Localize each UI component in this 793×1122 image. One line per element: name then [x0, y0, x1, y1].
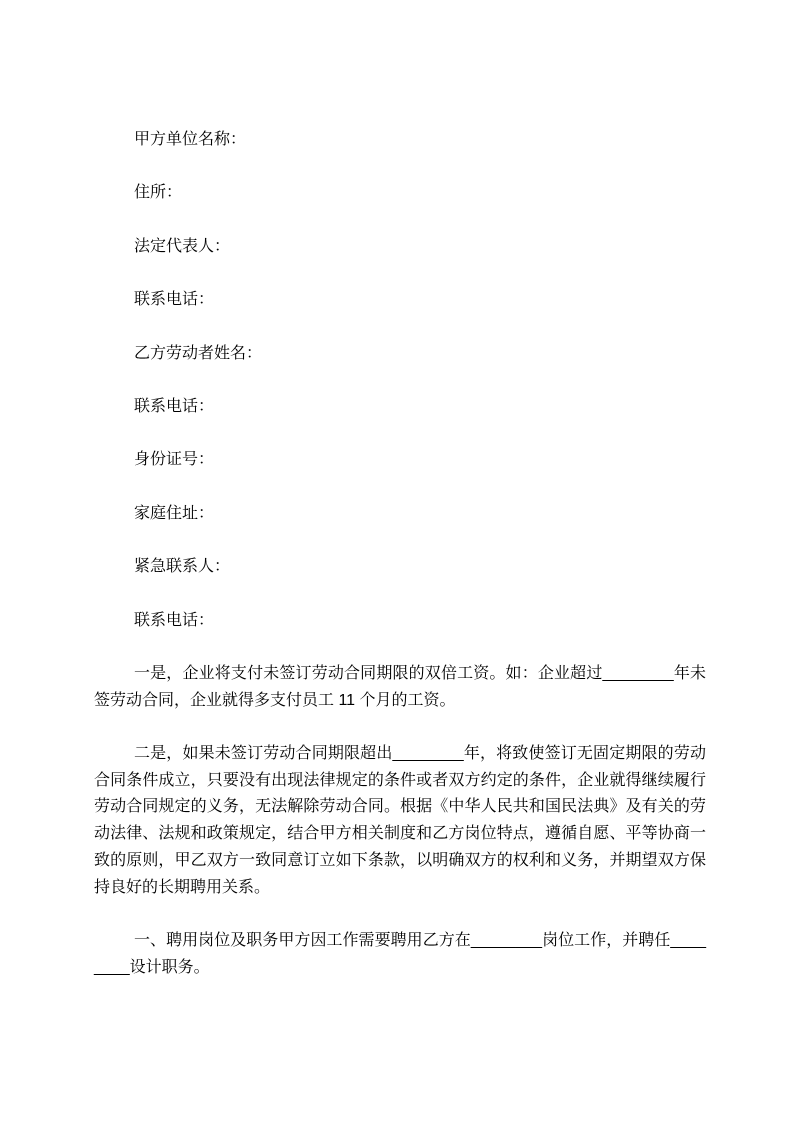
field-id-number: 身份证号： — [134, 451, 215, 469]
field-home-address: 家庭住址： — [134, 504, 215, 522]
field-party-b-worker-name: 乙方劳动者姓名： — [134, 344, 263, 362]
field-address: 住所： — [134, 184, 183, 202]
field-party-a-company-name: 甲方单位名称： — [134, 131, 247, 148]
paragraph-clause-position-duty: 一、聘用岗位及职务甲方因工作需要聘用乙方在________岗位工作，并聘任________设计职务。 — [94, 931, 706, 976]
field-emergency-contact-phone: 联系电话： — [134, 611, 215, 629]
field-party-b-contact-phone: 联系电话： — [134, 397, 215, 415]
paragraph-clause-open-term: 二是，如果未签订劳动合同期限超出________年，将致使签订无固定期限的劳动合同条件成立，只要没有出现法律规定的条件或者双方约定的条件，企业就得继续履行劳动合同规定的义务，无法解除劳动合同。根据《中华人民共和国民法典》及有关的劳动法律、法规和政策规定，结合甲方相关制度和乙方岗位特点，遵循自愿、平等协商一致的原则，甲乙双方一致同意订立如下条款，以明确双方的权利和义务，并期望双方保持良好的长期聘用关系。 — [94, 745, 706, 896]
field-emergency-contact: 紧急联系人： — [134, 558, 231, 576]
field-legal-representative: 法定代表人： — [134, 237, 231, 255]
field-party-a-contact-phone: 联系电话： — [134, 291, 215, 309]
paragraph-clause-double-pay: 一是，企业将支付未签订劳动合同期限的双倍工资。如：企业超过________年未签劳动合同，企业就得多支付员工 11 个月的工资。 — [94, 664, 706, 709]
